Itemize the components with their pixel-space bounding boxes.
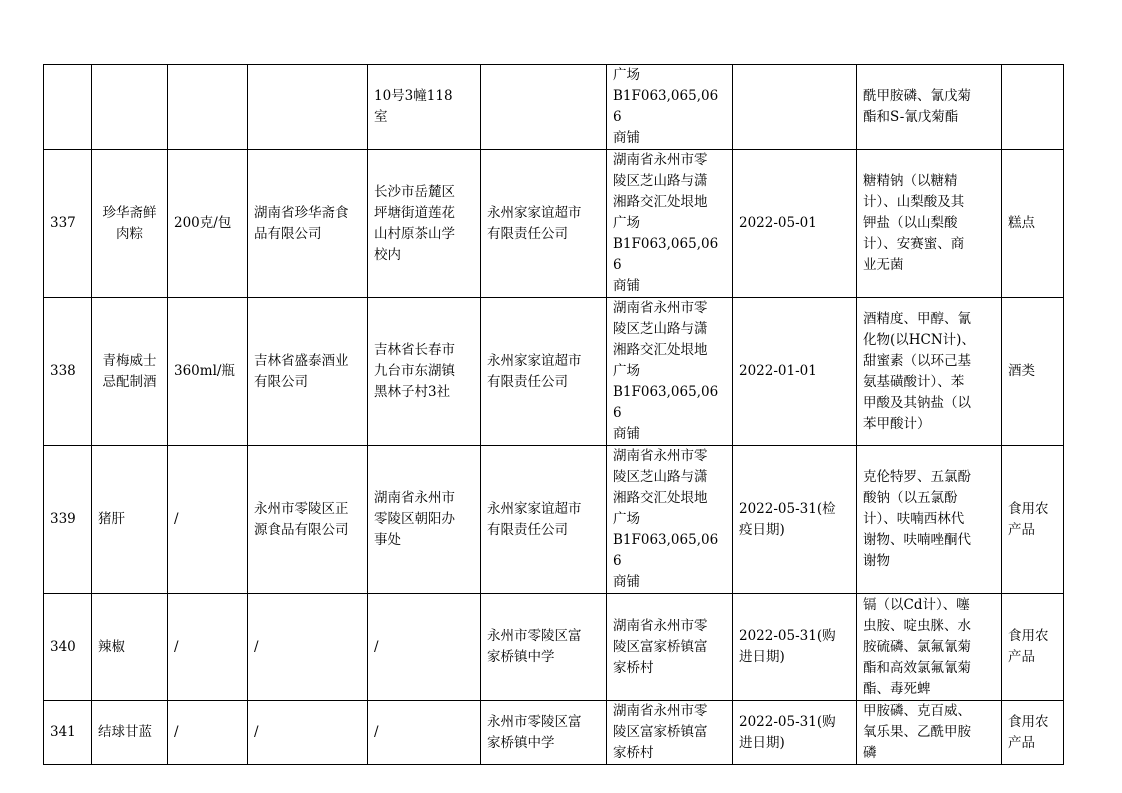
producer-address: 10号3幢118 室 <box>368 65 481 150</box>
product-spec: 200克/包 <box>168 150 248 298</box>
row-number: 339 <box>44 446 92 594</box>
row-number: 337 <box>44 150 92 298</box>
food-category: 酒类 <box>1002 298 1064 446</box>
producer-address: 长沙市岳麓区 坪塘街道莲花 山村原茶山学 校内 <box>368 150 481 298</box>
producer-address: 湖南省永州市 零陵区朝阳办 事处 <box>368 446 481 594</box>
food-category: 糕点 <box>1002 150 1064 298</box>
product-name: 辣椒 <box>92 594 168 701</box>
table-row <box>44 594 1064 701</box>
producer-address: / <box>368 594 481 701</box>
seller-address: 湖南省永州市零 陵区芝山路与潇 湘路交汇处垠地 广场 B1F063,065,066 商铺 <box>607 298 733 446</box>
product-name <box>92 65 168 150</box>
producer-name: 永州市零陵区正 源食品有限公司 <box>248 446 368 594</box>
food-category <box>1002 65 1064 150</box>
seller-address: 湖南省永州市零 陵区富家桥镇富 家桥村 <box>607 701 733 765</box>
table-row <box>44 298 1064 446</box>
seller-name: 永州市零陵区富 家桥镇中学 <box>481 594 607 701</box>
food-category: 食用农 产品 <box>1002 446 1064 594</box>
producer-name: / <box>248 594 368 701</box>
row-number: 341 <box>44 701 92 765</box>
test-items: 糖精钠（以糖精 计）、山梨酸及其 钾盐（以山梨酸 计）、安赛蜜、商 业无菌 <box>857 150 1002 298</box>
inspection-results-table <box>43 64 1064 765</box>
producer-name: 湖南省珍华斋食 品有限公司 <box>248 150 368 298</box>
production-date: 2022-05-01 <box>733 150 857 298</box>
producer-name: 吉林省盛泰酒业 有限公司 <box>248 298 368 446</box>
product-name: 青梅威士 忌配制酒 <box>92 298 168 446</box>
food-category: 食用农 产品 <box>1002 701 1064 765</box>
product-name: 结球甘蓝 <box>92 701 168 765</box>
seller-address: 湖南省永州市零 陵区芝山路与潇 湘路交汇处垠地 广场 B1F063,065,066 商铺 <box>607 150 733 298</box>
production-date <box>733 65 857 150</box>
row-number <box>44 65 92 150</box>
seller-address: 广场 B1F063,065,066 商铺 <box>607 65 733 150</box>
row-number: 338 <box>44 298 92 446</box>
seller-name: 永州家家谊超市 有限责任公司 <box>481 298 607 446</box>
product-spec: / <box>168 594 248 701</box>
producer-address: / <box>368 701 481 765</box>
product-name: 猪肝 <box>92 446 168 594</box>
production-date: 2022-01-01 <box>733 298 857 446</box>
producer-address: 吉林省长春市 九台市东湖镇 黑林子村3社 <box>368 298 481 446</box>
product-spec: / <box>168 701 248 765</box>
producer-name <box>248 65 368 150</box>
test-items: 甲胺磷、克百威、 氧乐果、乙酰甲胺 磷 <box>857 701 1002 765</box>
production-date: 2022-05-31(购 进日期) <box>733 701 857 765</box>
seller-name <box>481 65 607 150</box>
test-items: 酒精度、甲醇、氰 化物(以HCN计)、 甜蜜素（以环己基 氨基磺酸计）、苯 甲酸及其钠盐（以 苯甲酸计） <box>857 298 1002 446</box>
product-spec: 360ml/瓶 <box>168 298 248 446</box>
seller-address: 湖南省永州市零 陵区芝山路与潇 湘路交汇处垠地 广场 B1F063,065,066 商铺 <box>607 446 733 594</box>
seller-name: 永州市零陵区富 家桥镇中学 <box>481 701 607 765</box>
seller-name: 永州家家谊超市 有限责任公司 <box>481 150 607 298</box>
table-row <box>44 701 1064 765</box>
table-row <box>44 65 1064 150</box>
production-date: 2022-05-31(检 疫日期) <box>733 446 857 594</box>
table-row <box>44 446 1064 594</box>
product-spec: / <box>168 446 248 594</box>
product-spec <box>168 65 248 150</box>
producer-name: / <box>248 701 368 765</box>
test-items: 酰甲胺磷、氰戊菊 酯和S-氰戊菊酯 <box>857 65 1002 150</box>
row-number: 340 <box>44 594 92 701</box>
product-name: 珍华斋鲜 肉粽 <box>92 150 168 298</box>
seller-name: 永州家家谊超市 有限责任公司 <box>481 446 607 594</box>
test-items: 镉（以Cd计）、噻 虫胺、啶虫脒、水 胺硫磷、氯氟氰菊 酯和高效氯氟氰菊 酯、毒死蜱 <box>857 594 1002 701</box>
table-row <box>44 150 1064 298</box>
food-category: 食用农 产品 <box>1002 594 1064 701</box>
seller-address: 湖南省永州市零 陵区富家桥镇富 家桥村 <box>607 594 733 701</box>
production-date: 2022-05-31(购 进日期) <box>733 594 857 701</box>
test-items: 克伦特罗、五氯酚 酸钠（以五氯酚 计）、呋喃西林代 谢物、呋喃唑酮代 谢物 <box>857 446 1002 594</box>
